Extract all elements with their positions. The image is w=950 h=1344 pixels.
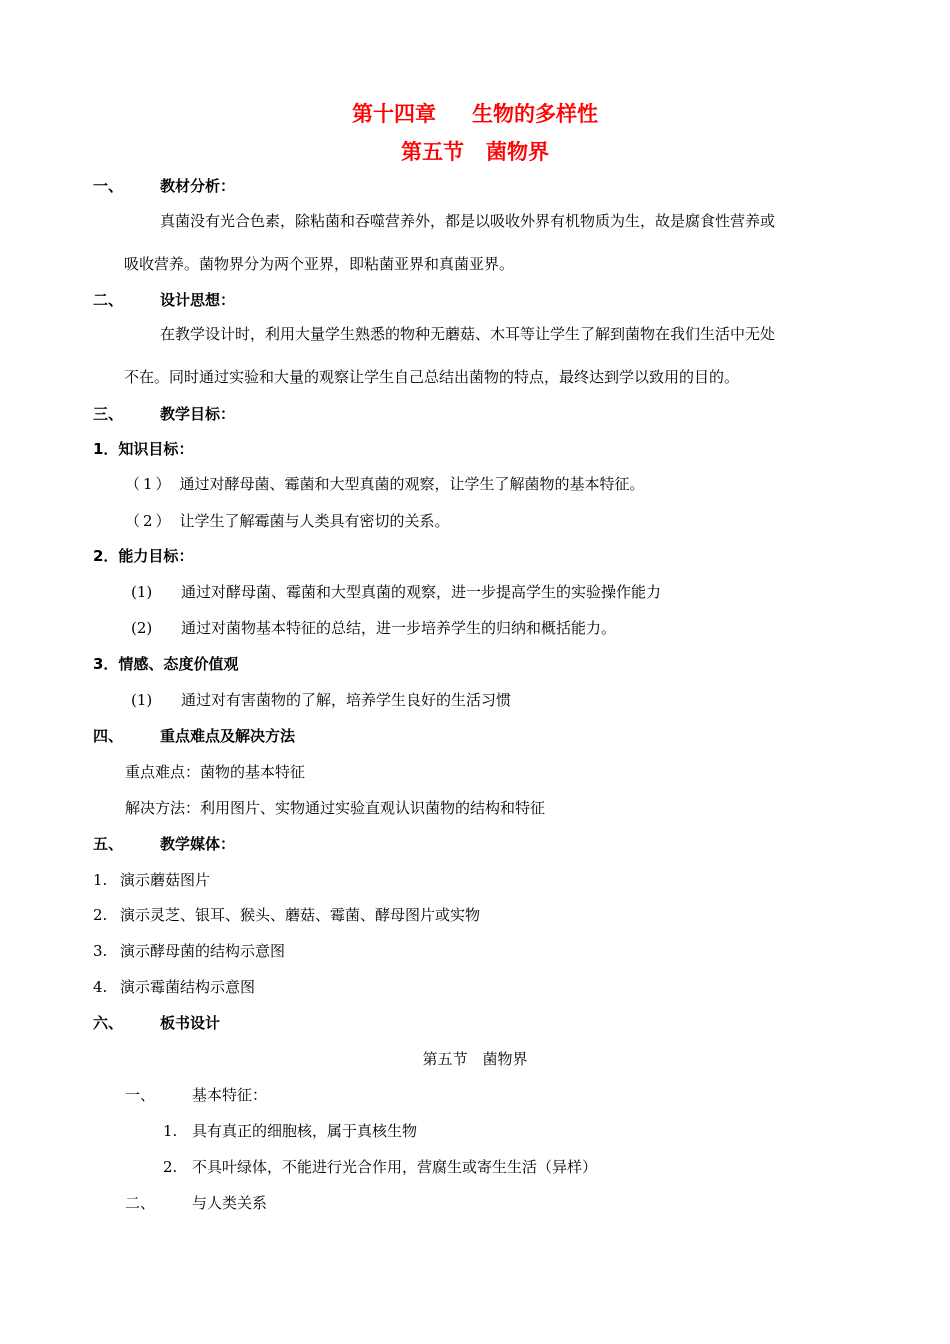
chapter-number: 第十四章	[352, 102, 436, 126]
board-item	[125, 1084, 267, 1105]
section-heading-3	[93, 403, 235, 424]
section-heading-2	[93, 289, 235, 310]
list-text: 通过对菌物基本特征的总结，进一步培养学生的归纳和概括能力。	[181, 619, 617, 637]
list-text: 演示灵芝、银耳、猴头、蘑菇、霉菌、酵母图片或实物	[120, 906, 481, 924]
section-number-4: 四、	[93, 727, 124, 745]
list-text: 通过对酵母菌、霉菌和大型真菌的观察，进一步提高学生的实验操作能力	[181, 583, 662, 601]
board-item	[125, 1192, 267, 1213]
section-heading-4	[93, 725, 295, 746]
list-number: 2.	[93, 906, 108, 924]
board-subitem-number: 1.	[163, 1122, 178, 1140]
section-heading-6	[93, 1012, 220, 1033]
board-subitem-number: 2.	[163, 1158, 178, 1176]
section-number-2: 二、	[93, 291, 124, 309]
list-item	[93, 904, 480, 925]
list-text: 通过对酵母菌、霉菌和大型真菌的观察，让学生了解菌物的基本特征。	[179, 475, 645, 493]
list-number: 4.	[93, 978, 108, 996]
board-item-number: 一、	[125, 1086, 156, 1104]
paragraph: 解决方法：利用图片、实物通过实验直观认识菌物的结构和特征	[125, 799, 546, 817]
list-number: 3.	[93, 942, 108, 960]
chapter-title	[0, 98, 950, 128]
subheading-ability: 2．能力目标：	[93, 547, 194, 565]
paragraph: 不在。同时通过实验和大量的观察让学生自己总结出菌物的特点，最终达到学以致用的目的。	[124, 368, 740, 386]
list-text: 演示蘑菇图片	[120, 871, 211, 889]
list-item	[125, 510, 450, 531]
list-item	[131, 581, 661, 602]
section-number-1: 一、	[93, 177, 124, 195]
section-heading-5	[93, 833, 235, 854]
section-heading-text-3: 教学目标：	[160, 405, 236, 423]
board-item-number: 二、	[125, 1194, 156, 1212]
section-heading-text-6: 板书设计	[160, 1014, 221, 1032]
paragraph: 在教学设计时，利用大量学生熟悉的物种无蘑菇、木耳等让学生了解到菌物在我们生活中无处	[160, 325, 776, 343]
list-item	[93, 940, 285, 961]
section-number-5: 五、	[93, 835, 124, 853]
board-item-text: 与人类关系	[192, 1194, 268, 1212]
list-text: 让学生了解霉菌与人类具有密切的关系。	[179, 512, 450, 530]
list-item	[93, 869, 210, 890]
section-name: 菌物界	[486, 140, 549, 164]
list-number: (1)	[131, 583, 153, 601]
board-subitem-text: 不具叶绿体，不能进行光合作用，营腐生或寄生生活（异样）	[192, 1158, 598, 1176]
list-text: 通过对有害菌物的了解，培养学生良好的生活习惯	[181, 691, 512, 709]
section-number-6: 六、	[93, 1014, 124, 1032]
section-number-3: 三、	[93, 405, 124, 423]
section-title	[0, 136, 950, 166]
paragraph: 吸收营养。菌物界分为两个亚界，即粘菌亚界和真菌亚界。	[124, 255, 515, 273]
list-item	[131, 617, 616, 638]
section-heading-text-4: 重点难点及解决方法	[160, 727, 296, 745]
list-text: 演示酵母菌的结构示意图	[120, 942, 286, 960]
board-subitem	[163, 1156, 597, 1177]
paragraph: 真菌没有光合色素，除粘菌和吞噬营养外，都是以吸收外界有机物质为生，故是腐食性营养或	[160, 212, 776, 230]
paragraph: 重点难点：菌物的基本特征	[125, 763, 306, 781]
list-item	[131, 689, 511, 710]
section-heading-text-5: 教学媒体：	[160, 835, 236, 853]
list-number: 1.	[93, 871, 108, 889]
section-heading-text-1: 教材分析：	[160, 177, 236, 195]
list-number: （1）	[125, 475, 174, 493]
subheading-emotion: 3．情感、态度价值观	[93, 655, 239, 673]
chapter-name: 生物的多样性	[472, 102, 598, 126]
board-subitem	[163, 1120, 417, 1141]
list-item	[93, 976, 255, 997]
list-number: （2）	[125, 512, 174, 530]
board-subitem-text: 具有真正的细胞核，属于真核生物	[192, 1122, 418, 1140]
list-number: (1)	[131, 691, 153, 709]
list-number: (2)	[131, 619, 153, 637]
section-number: 第五节	[401, 140, 464, 164]
section-heading-text-2: 设计思想：	[160, 291, 236, 309]
section-heading-1	[93, 175, 235, 196]
board-title: 第五节 菌物界	[422, 1050, 528, 1068]
list-text: 演示霉菌结构示意图	[120, 978, 256, 996]
list-item	[125, 473, 645, 494]
board-item-text: 基本特征：	[192, 1086, 268, 1104]
subheading-knowledge: 1．知识目标：	[93, 440, 194, 458]
